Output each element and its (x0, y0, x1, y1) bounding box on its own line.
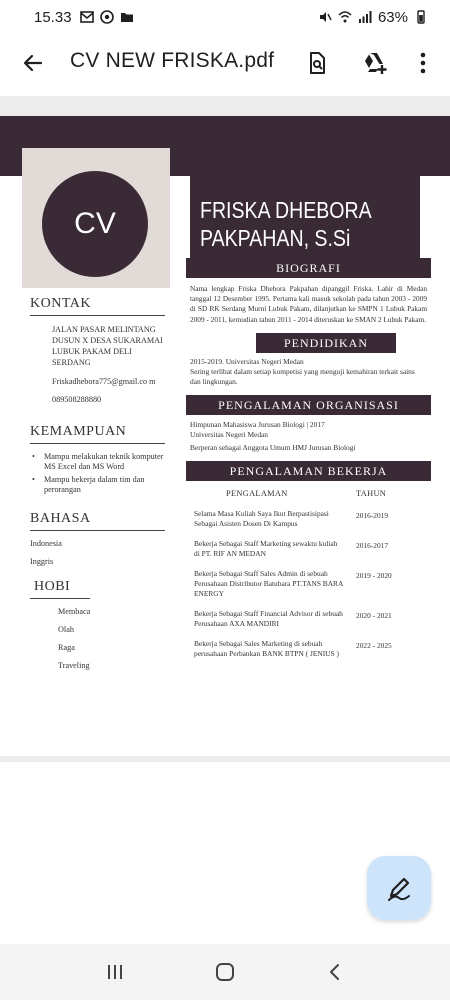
notification-icons (80, 10, 134, 24)
signal-icon (358, 10, 372, 24)
pdf-page (0, 116, 450, 756)
battery-percent: 63% (377, 8, 408, 26)
list-item: • Mampu melakukan teknik komputer MS Excel dan MS Word (32, 452, 165, 472)
recent-apps-icon (105, 962, 125, 982)
document-title: CV NEW FRISKA.pdf (70, 49, 275, 72)
table-row (186, 539, 431, 559)
bekerja-col-tahun: TAHUN (356, 488, 387, 498)
home-icon (214, 961, 236, 983)
table-row (186, 569, 431, 599)
list-item: Indonesia (30, 539, 62, 548)
system-icons (318, 9, 428, 26)
bekerja-heading: PENGALAMAN BEKERJA (186, 461, 431, 481)
bekerja-desc: Bekerja Sebagai Staff Financial Advisor di sebuah Perusahaan AXA MANDIRI (194, 608, 343, 628)
organisasi-heading: PENGALAMAN ORGANISASI (186, 395, 431, 415)
add-to-drive-button[interactable] (360, 48, 390, 78)
back-button[interactable] (18, 48, 48, 78)
list-item: Olah (58, 625, 74, 634)
cv-left-column (30, 296, 165, 679)
kontak-address: JALAN PASAR MELINTANG DUSUN X DESA SUKARAMAI LUBUK PAKAM DELI SERDANG (52, 325, 163, 367)
kemampuan-list (30, 452, 165, 495)
document-search-icon (305, 51, 329, 75)
bahasa-heading: BAHASA (30, 511, 165, 531)
list-item: Inggris (30, 557, 54, 566)
folder-icon (120, 10, 134, 24)
bekerja-desc: Bekerja Sebagai Staff Sales Admin di sebuah Perusahaan Distributor Batubara PT.TANS BARA ENERGY (194, 568, 343, 598)
wifi-icon (338, 10, 352, 24)
system-navigation-bar (0, 944, 450, 1000)
bekerja-table-header (186, 489, 431, 499)
list-item: Raga (58, 643, 75, 652)
pendidikan-line1: 2015-2019. Universitas Negeri Medan (190, 356, 304, 366)
hobi-list (30, 607, 165, 671)
kemampuan-heading: KEMAMPUAN (30, 424, 165, 444)
chevron-left-icon (325, 962, 345, 982)
pdf-viewer[interactable] (0, 96, 450, 762)
bekerja-desc: Bekerja Sebagai Sales Marketing di sebuah perusahaan Perbankan BANK BTPN ( JENIUS ) (194, 638, 339, 658)
back-nav-button[interactable] (315, 952, 355, 992)
battery-icon (414, 10, 428, 24)
table-row (186, 639, 431, 659)
bekerja-col-pengalaman: PENGALAMAN (226, 488, 288, 498)
kontak-email: Friskadhebora775@gmail.co m (52, 377, 156, 386)
app-bar (0, 34, 450, 92)
drive-add-icon (362, 50, 388, 76)
list-item: Traveling (58, 661, 90, 670)
list-item: Membaca (58, 607, 91, 616)
bekerja-year: 2020 - 2021 (356, 610, 392, 620)
bekerja-year: 2019 - 2020 (356, 570, 392, 580)
hobi-heading: HOBI (30, 579, 90, 599)
edit-annotate-button[interactable] (367, 856, 431, 920)
more-vert-icon (420, 52, 426, 74)
status-bar (0, 0, 450, 34)
organisasi-line1: Himpunan Mahasiswa Jurusan Biologi | 2017 (190, 419, 325, 429)
pendidikan-text (186, 357, 431, 387)
cv-badge: CV (42, 171, 148, 277)
search-in-document-button[interactable] (302, 48, 332, 78)
chrome-icon (100, 10, 114, 24)
organisasi-text (186, 420, 431, 453)
bekerja-year: 2016-2019 (356, 510, 389, 520)
cv-name-line2: PAKPAHAN, S.Si (200, 225, 351, 251)
more-options-button[interactable] (408, 48, 438, 78)
pendidikan-line2: Sering terlibat dalam setiap kompetisi yang menguji kemahiran terkait sains dan lingkungan. (190, 366, 415, 386)
home-button[interactable] (205, 952, 245, 992)
biografi-text: Nama lengkap Friska Dhebora Pakpahan dipanggil Friska. Lahir di Medan tanggal 12 Desember 1995. Pertama kali masuk sekolah pada tahun 2003 - 2009 di SD RK Serdang Murni Lubuk Pakam, dilanjutkan ke SMPN 1 Lubuk Pakam 2009 - 2011, kemudian tahun 2011 - 2014 diteruskan ke SMAN 2 Lubuk Pakam. (190, 284, 427, 324)
mail-icon (80, 10, 94, 24)
organisasi-line2: Universitas Negeri Medan (190, 429, 268, 439)
kontak-heading: KONTAK (30, 296, 165, 316)
biografi-heading: BIOGRAFI (186, 258, 431, 278)
list-item: • Mampu bekerja dalam tim dan perorangan (32, 475, 165, 495)
recent-apps-button[interactable] (95, 952, 135, 992)
bekerja-desc: Bekerja Sebagai Staff Marketing sewaktu kuliah di PT. RIF AN MEDAN (194, 538, 338, 558)
organisasi-line3: Berperan sebagai Anggota Umum HMJ Jurusan Biologi (190, 442, 356, 452)
pendidikan-heading: PENDIDIKAN (256, 333, 396, 353)
arrow-back-icon (21, 51, 45, 75)
cv-right-column (186, 258, 431, 659)
cv-name (200, 196, 372, 252)
kontak-phone: 089508288880 (52, 395, 102, 404)
table-row (186, 509, 431, 529)
bekerja-year: 2022 - 2025 (356, 640, 392, 650)
mute-icon (318, 10, 332, 24)
bekerja-desc: Selama Masa Kuliah Saya Ikut Berpastisipasi Sebagai Asisten Dosen Di Kampus (194, 508, 329, 528)
cv-name-line1: FRISKA DHEBORA (200, 197, 372, 223)
bahasa-list (30, 539, 165, 567)
table-row (186, 609, 431, 629)
status-time: 15.33 (34, 8, 72, 26)
pen-edit-icon (385, 874, 413, 902)
bekerja-year: 2016-2017 (356, 540, 389, 550)
